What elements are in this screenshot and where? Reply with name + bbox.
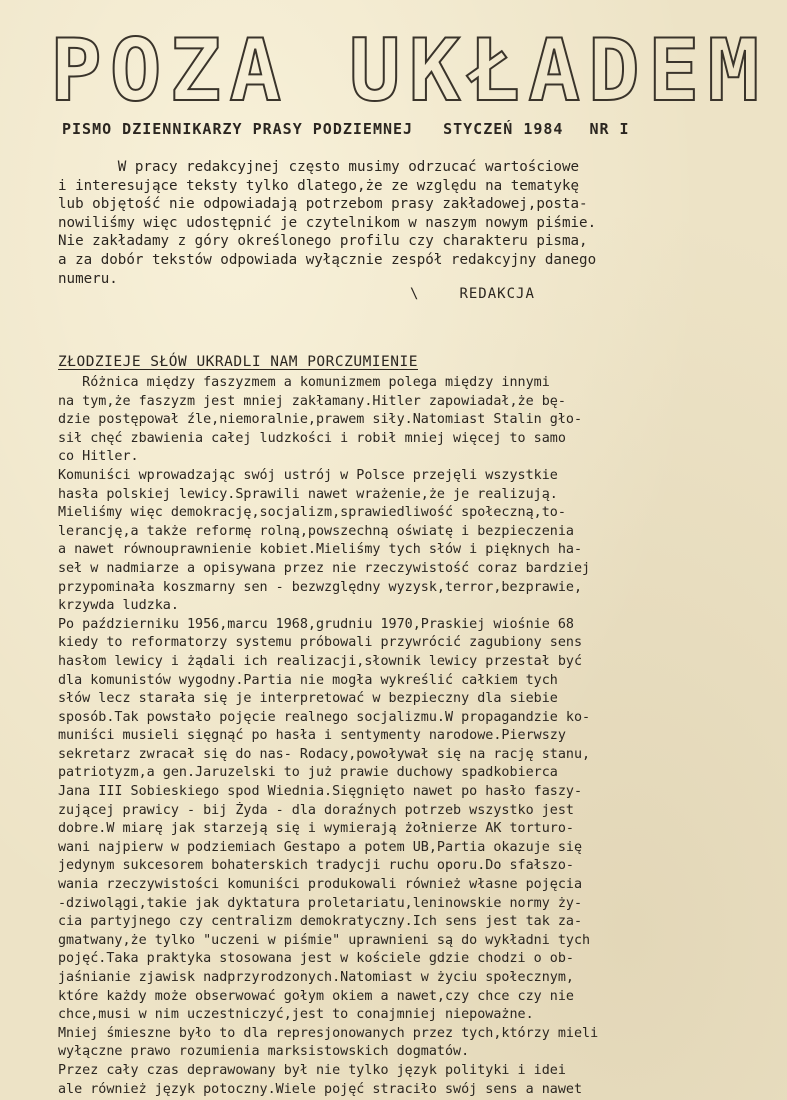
editorial-line: i interesujące teksty tylko dlatego,że ze względu na tematykę (58, 177, 580, 194)
article-line: Przez cały czas deprawowany był nie tylko język polityki i idei (58, 1062, 566, 1078)
article-line: Mniej śmieszne było to dla represjonowanych przez tych,którzy mieli (58, 1025, 599, 1041)
article-line: -dziwolągi,takie jak dyktatura proletariatu,leninowskie normy ży- (58, 895, 583, 911)
article-line: sposób.Tak powstało pojęcie realnego socjalizmu.W propagandzie ko- (58, 709, 591, 725)
article-line: seł w nadmiarze a opisywana przez nie rzeczywistość coraz bardziej (58, 560, 591, 576)
article-line: Różnica między faszyzmem a komunizmem polega między innymi (58, 375, 550, 390)
masthead-subtitle (62, 120, 742, 138)
article-line: sił chęć zbawienia całej ludzkości i robił mniej więcej to samo (58, 430, 566, 446)
article-title: ZŁODZIEJE SŁÓW UKRADLI NAM PORCZUMIENIE (58, 354, 418, 370)
article-line: wani najpierw w podziemiach Gestapo a potem UB,Partia okazuje się (58, 839, 583, 855)
article-line: patriotyzm,a gen.Jaruzelski to już prawie duchowy spadkobierca (58, 765, 558, 781)
article-line: sekretarz zwracał się do nas- Rodacy,powoływał się na rację stanu, (58, 746, 591, 762)
editorial-note (58, 158, 758, 288)
editorial-line: W pracy redakcyjnej często musimy odrzucać wartościowe (58, 159, 580, 175)
article-line: gmatwany,że tylko "uczeni w piśmie" uprawnieni są do wykładni tych (58, 932, 591, 948)
article-line: hasła polskiej lewicy.Sprawili nawet wrażenie,że je realizują. (58, 486, 558, 502)
article-line: pojęć.Taka praktyka stosowana jest w kościele gdzie chodzi o ob- (58, 951, 574, 967)
pen-mark-icon: \ (410, 286, 420, 302)
article-line: lerancję,a także reformę rolną,powszechną oświatę i bezpieczenia (58, 523, 574, 539)
article-line: cia partyjnego czy centralizm demokratyczny.Ich sens jest tak za- (58, 914, 583, 930)
article-line: ale również język potoczny.Wiele pojęć straciło swój sens a nawet (58, 1081, 583, 1097)
editorial-line: numeru. (58, 270, 118, 287)
editorial-line: lub objętość nie odpowiadają potrzebom prasy zakładowej,posta- (58, 196, 588, 213)
article-line: chce,musi w nim uczestniczyć,jest to conajmniej niepoważne. (58, 1007, 534, 1023)
article-line: Po październiku 1956,marcu 1968,grudniu 1970,Praskiej wiośnie 68 (58, 616, 574, 632)
article-line: co Hitler. (58, 449, 139, 465)
article-line: przypominała koszmarny sen - bezwzględny wyzysk,terror,bezprawie, (58, 579, 583, 595)
signature-text: REDAKCJA (459, 286, 535, 302)
editorial-line: a za dobór tekstów odpowiada wyłącznie zespół redakcyjny danego (58, 251, 597, 268)
article-line: kiedy to reformatorzy systemu próbowali przywrócić zagubiony sens (58, 635, 583, 651)
article-line: dobre.W miarę jak starzeją się i wymierają żołnierze AK torturo- (58, 821, 574, 837)
article-line: zującej prawicy - bij Żyda - dla doraźnych potrzeb wszystko jest (58, 802, 574, 818)
article-line: jaśnianie zjawisk nadprzyrodzonych.Natomiast w życiu społecznym, (58, 970, 574, 985)
article-line: które każdy może obserwować gołym okiem a nawet,czy chce czy nie (58, 988, 574, 1004)
article-line: jedynym sukcesorem bohaterskich tradycji ruchu oporu.Do sfałszo- (58, 858, 574, 874)
publication-description: PISMO DZIENNIKARZY PRASY PODZIEMNEJ (62, 120, 414, 138)
article-line: krzywda ludzka. (58, 598, 179, 614)
article-line: Komuniści wprowadzając swój ustrój w Polsce przejęli wszystkie (58, 467, 558, 483)
article-line: Mieliśmy więc demokrację,socjalizm,sprawiedliwość społeczną,to- (58, 505, 566, 521)
article-line: wyłączne prawo rozumienia marksistowskich dogmatów. (58, 1044, 470, 1060)
article-line: Jana III Sobieskiego spod Wiednia.Sięgnięto nawet po hasło faszy- (58, 784, 583, 800)
article-line: dzie postępował źle,niemoralnie,prawem siły.Natomiast Stalin gło- (58, 412, 583, 428)
masthead-title: POZA UKŁADEM (50, 21, 768, 121)
article-line: dla komunistów wygodny.Partia nie mogła wykreślić całkiem tych (58, 672, 558, 688)
article-line: słów lecz starała się je interpretować w bezpieczny dla siebie (58, 691, 558, 707)
editorial-line: Nie zakładamy z góry określonego profilu czy charakteru pisma, (58, 233, 588, 250)
article-line: a nawet równouprawnienie kobiet.Mieliśmy tych słów i pięknych ha- (58, 542, 583, 558)
article-line: na tym,że faszyzm jest mniej zakłamany.Hitler zapowiadał,że bę- (58, 393, 566, 409)
issue-number: NR I (589, 120, 630, 138)
article-body (58, 374, 770, 1099)
editorial-signature (410, 286, 535, 302)
article-line: muniści musieli sięgnąć po hasła i sentymenty narodowe.Pierwszy (58, 728, 566, 744)
issue-date: STYCZEŃ 1984 (443, 120, 564, 138)
article-line: wania rzeczywistości komuniści produkowali również własne pojęcia (58, 877, 583, 893)
editorial-line: nowiliśmy więc udostępnić je czytelnikom w naszym nowym piśmie. (58, 214, 597, 231)
article-line: hasłom lewicy i żądali ich realizacji,słownik lewicy przestał być (58, 653, 583, 669)
